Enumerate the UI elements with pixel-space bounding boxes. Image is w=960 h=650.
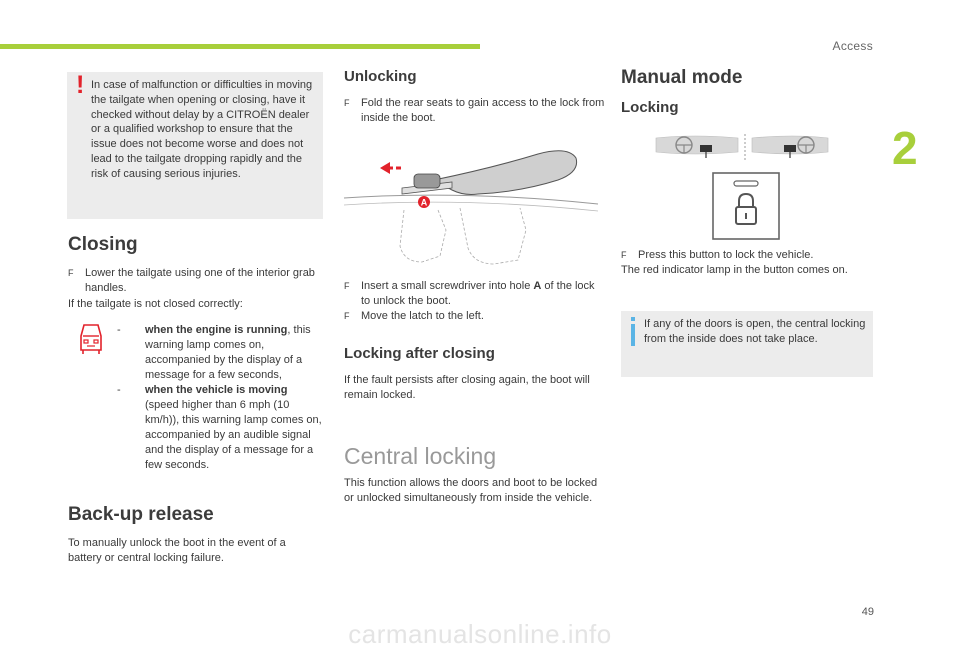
boot-lock-screwdriver-illustration [342,138,600,268]
bullet-icon: F [344,311,350,321]
list-item: - when the vehicle is moving (speed higher than 6 mph (10 km/h)), this warning lamp comes on, accompanied by an audible signal and the display of a message for a few seconds. [117,384,322,471]
central-locking-text: This function allows the doors and boot to be locked or unlocked simultaneously from inside the vehicle. [344,477,598,504]
backup-release-text: To manually unlock the boot in the event of a battery or central locking failure. [68,537,286,564]
page-number: 49 [861,606,874,618]
closing-condition: If the tailgate is not closed correctly: [68,298,243,310]
closing-conditions-list [117,323,322,473]
section-title: Access [832,39,873,53]
warning-note-text: In case of malfunction or difficulties in moving the tailgate when opening or closing, have it checked without delay by a CITROËN dealer or a qualified workshop to ensure that the issue does not become worse and does not lead to the tailgate dropping rapidly and the risk of causing serious injuries. [91,79,313,180]
unlocking-steps [344,279,596,324]
manual-mode-heading: Manual mode [621,67,743,88]
central-locking-heading: Central locking [344,443,497,469]
dashboard-console-illustration [654,132,830,162]
info-icon [627,317,641,346]
unlocking-step-2: F Insert a small screwdriver into hole A of the lock to unlock the boot. [344,280,595,307]
backup-release-heading: Back-up release [68,504,214,525]
unlocking-step-1: F Fold the rear seats to gain access to the lock from inside the boot. [344,97,605,124]
accent-bar [0,44,480,49]
locking-heading: Locking [621,99,679,116]
central-lock-button[interactable] [712,172,780,240]
closing-step: F Lower the tailgate using one of the interior grab handles. [68,267,315,294]
chapter-number: 2 [892,122,918,174]
unlocking-step-3: F Move the latch to the left. [344,310,484,322]
lock-indicator-text: The red indicator lamp in the button comes on. [621,264,848,276]
closing-heading: Closing [68,234,138,255]
unlocking-heading: Unlocking [344,68,417,85]
locking-after-closing-heading: Locking after closing [344,345,495,362]
info-note-text: If any of the doors is open, the central locking from the inside does not take place. [644,318,866,345]
tailgate-open-warning-icon [76,322,106,356]
info-note [621,311,873,377]
figure-label-a: A [420,197,428,208]
bullet-icon: F [344,98,350,108]
watermark: carmanualsonline.info [348,619,612,649]
bullet-icon: F [68,268,74,278]
list-item: - when the engine is running, this warning lamp comes on, accompanied by the display of a message for a few seconds, [117,324,311,381]
warning-note [67,72,323,219]
bullet-icon: F [621,250,627,260]
bullet-icon: F [344,281,350,291]
locking-after-closing-text: If the fault persists after closing again, the boot will remain locked. [344,374,590,401]
exclamation-icon: ! [76,71,85,99]
lock-step: F Press this button to lock the vehicle. [621,249,814,261]
